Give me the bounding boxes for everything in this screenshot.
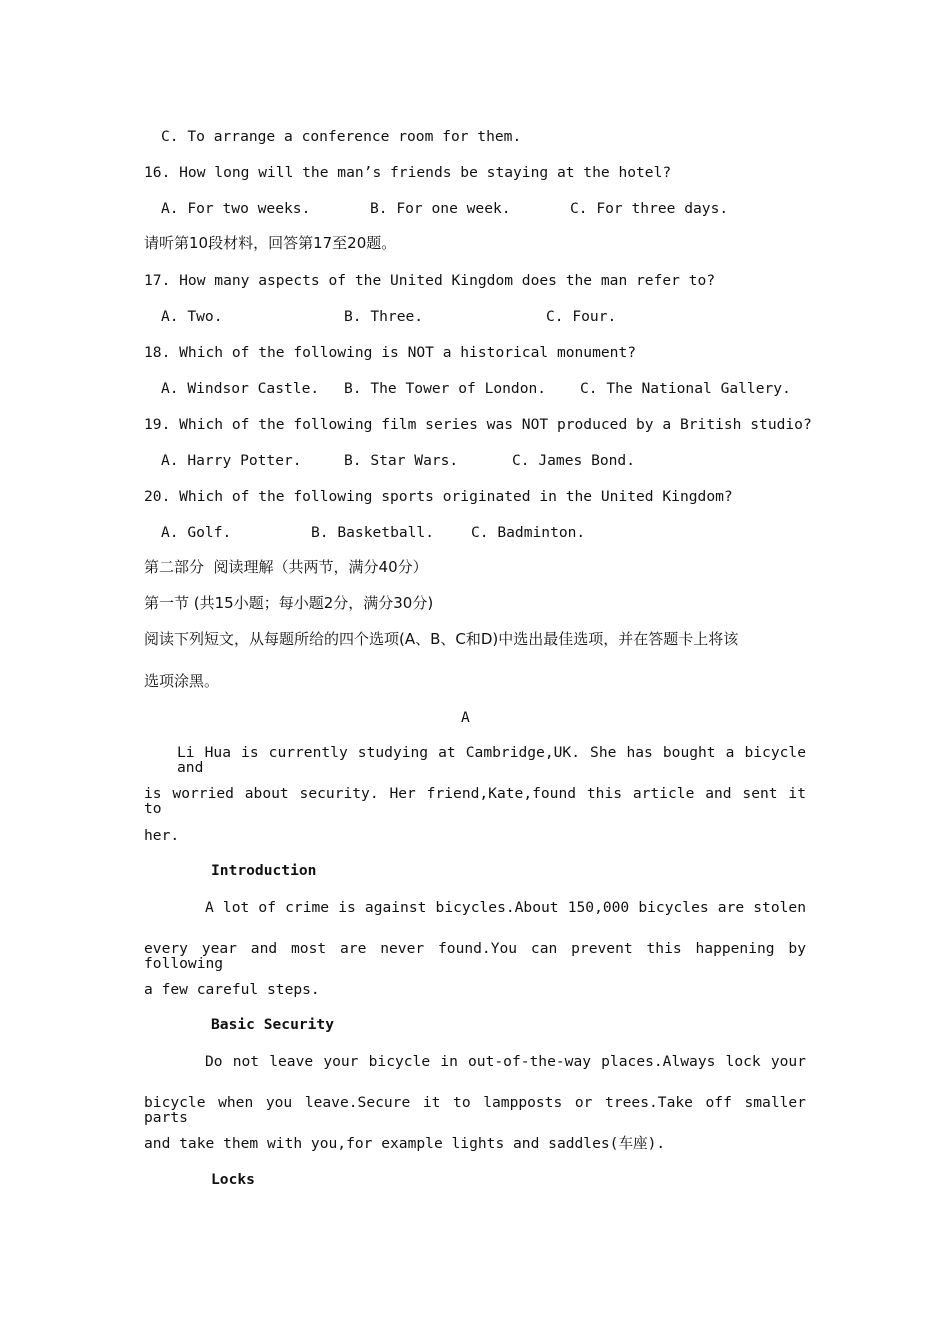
listening-instruction: 请听第10段材料，回答第17至20题。	[144, 234, 397, 252]
part2-section1: 第一节 (共15小题；每小题2分，满分30分)	[144, 594, 434, 612]
q18-option-a: A. Windsor Castle.	[161, 380, 320, 397]
q19-option-b: B. Star Wars.	[344, 452, 459, 469]
q17-option-c: C. Four.	[546, 308, 617, 325]
q16-option-b: B. For one week.	[370, 200, 511, 217]
part2-directions-line1: 阅读下列短文，从每题所给的四个选项(A、B、C和D)中选出最佳选项，并在答题卡上将该	[144, 630, 739, 648]
q16-option-c: C. For three days.	[570, 200, 729, 217]
passage-intro-line1: Li Hua is currently studying at Cambridge,UK. She has bought a bicycle and	[177, 744, 806, 776]
passage-letter: A	[461, 709, 470, 726]
q20-option-b: B. Basketball.	[311, 524, 435, 541]
passage-intro-line3: her.	[144, 827, 180, 844]
heading-locks: Locks	[211, 1171, 255, 1188]
q20-option-c: C. Badminton.	[471, 524, 586, 541]
p2-line3: and take them with you,for example lights and saddles(车座).	[144, 1135, 666, 1152]
p1-line1: A lot of crime is against bicycles.About 150,000 bicycles are stolen	[205, 899, 806, 916]
part2-directions-line2: 选项涂黑。	[144, 672, 220, 690]
heading-basic-security: Basic Security	[211, 1016, 335, 1033]
p1-line2: every year and most are never found.You can prevent this happening by following	[144, 940, 806, 972]
p1-line3: a few careful steps.	[144, 981, 320, 998]
q19-option-a: A. Harry Potter.	[161, 452, 302, 469]
q20-option-a: A. Golf.	[161, 524, 232, 541]
passage-intro-line2: is worried about security. Her friend,Kate,found this article and sent it to	[144, 785, 806, 817]
q18-question: 18. Which of the following is NOT a historical monument?	[144, 344, 637, 361]
q20-question: 20. Which of the following sports originated in the United Kingdom?	[144, 488, 733, 505]
q17-option-a: A. Two.	[161, 308, 223, 325]
q19-option-c: C. James Bond.	[512, 452, 636, 469]
q17-question: 17. How many aspects of the United Kingdom does the man refer to?	[144, 272, 716, 289]
q16-question: 16. How long will the man’s friends be staying at the hotel?	[144, 164, 672, 181]
q18-option-b: B. The Tower of London.	[344, 380, 547, 397]
p2-line1: Do not leave your bicycle in out-of-the-way places.Always lock your	[205, 1053, 806, 1070]
q16-option-a: A. For two weeks.	[161, 200, 311, 217]
q15-option-c: C. To arrange a conference room for them.	[161, 128, 522, 145]
part2-title: 第二部分 阅读理解（共两节，满分40分）	[144, 558, 428, 576]
heading-introduction: Introduction	[211, 862, 317, 879]
q17-option-b: B. Three.	[344, 308, 424, 325]
p2-line2: bicycle when you leave.Secure it to lampposts or trees.Take off smaller parts	[144, 1094, 806, 1126]
q19-question: 19. Which of the following film series was NOT produced by a British studio?	[144, 416, 812, 433]
q18-option-c: C. The National Gallery.	[580, 380, 791, 397]
